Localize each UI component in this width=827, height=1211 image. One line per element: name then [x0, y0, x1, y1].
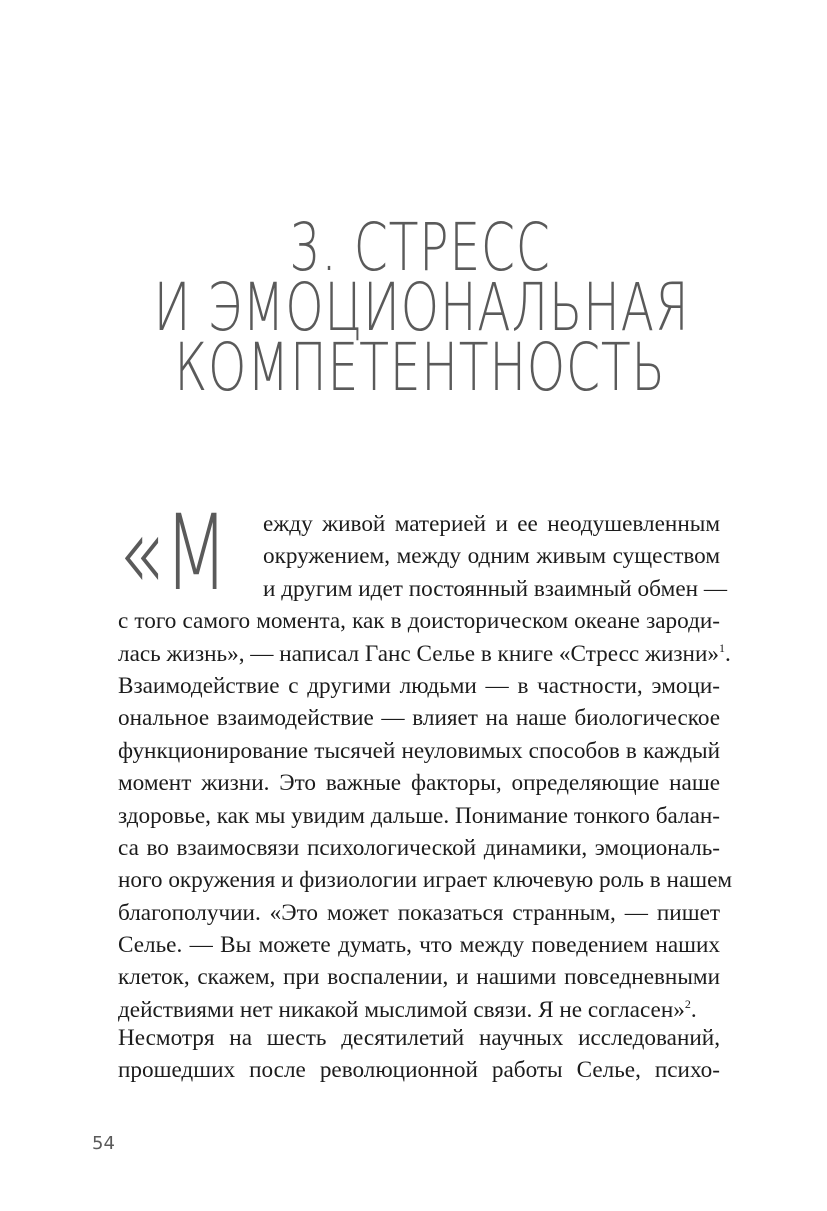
- paragraph: [118, 1022, 720, 1087]
- text-line: функционирование тысячей неуловимых способов в каждый: [118, 737, 720, 764]
- text-line: Селье. — Вы можете думать, что между поведением наших: [118, 932, 720, 959]
- footnote-ref: 2: [684, 996, 691, 1011]
- text-line: здоровье, как мы увидим дальше. Понимание тонкого балан-: [118, 802, 720, 829]
- chapter-title-line: И ЭМОЦИОНАЛЬНАЯ: [153, 269, 690, 346]
- text-line: ного окружения и физиологии играет ключевую роль в нашем: [118, 867, 733, 894]
- footnote-ref: 1: [718, 640, 725, 655]
- chapter-title-line: КОМПЕТЕНТНОСТЬ: [174, 329, 666, 406]
- text-line: и другим идет постоянный взаимный обмен —: [263, 575, 728, 602]
- text-line: [118, 638, 731, 670]
- text-line: благополучии. «Это может показаться странным, — пишет: [118, 899, 720, 926]
- text-line: окружением, между одним живым существом: [263, 543, 720, 570]
- text-line: момент жизни. Это важные факторы, определяющие наше: [118, 770, 720, 797]
- text-line: клеток, скажем, при воспалении, и нашими повседневными: [118, 964, 720, 991]
- text-line: са во взаимосвязи психологической динамики, эмоциональ-: [118, 834, 720, 861]
- paragraph: [118, 508, 733, 1026]
- text-segment: действиями нет никакой мыслимой связи. Я не согласен»: [118, 996, 685, 1023]
- text-line: Несмотря на шесть десятилетий научных исследований,: [118, 1025, 720, 1051]
- chapter-title-line: 3. СТРЕСС: [289, 209, 551, 286]
- text-segment: .: [690, 996, 697, 1023]
- page-number: 54: [92, 1133, 115, 1154]
- text-line: с того самого момента, как в доисторическом океане зароди-: [118, 608, 720, 635]
- text-line: прошедших после революционной работы Селье, психо-: [118, 1057, 720, 1084]
- text-segment: лась жизнь», — написал Ганс Селье в книге «Стресс жизни»: [118, 640, 719, 667]
- drop-cap: «М: [118, 492, 229, 614]
- chapter-title: [153, 209, 690, 406]
- text-line: Взаимодействие с другими людьми — в частности, эмоци-: [118, 672, 720, 699]
- text-segment: .: [724, 640, 731, 667]
- text-line: ежду живой материей и ее неодушевленным: [263, 511, 720, 537]
- text-line: ональное взаимодействие — влияет на наше биологическое: [118, 705, 720, 732]
